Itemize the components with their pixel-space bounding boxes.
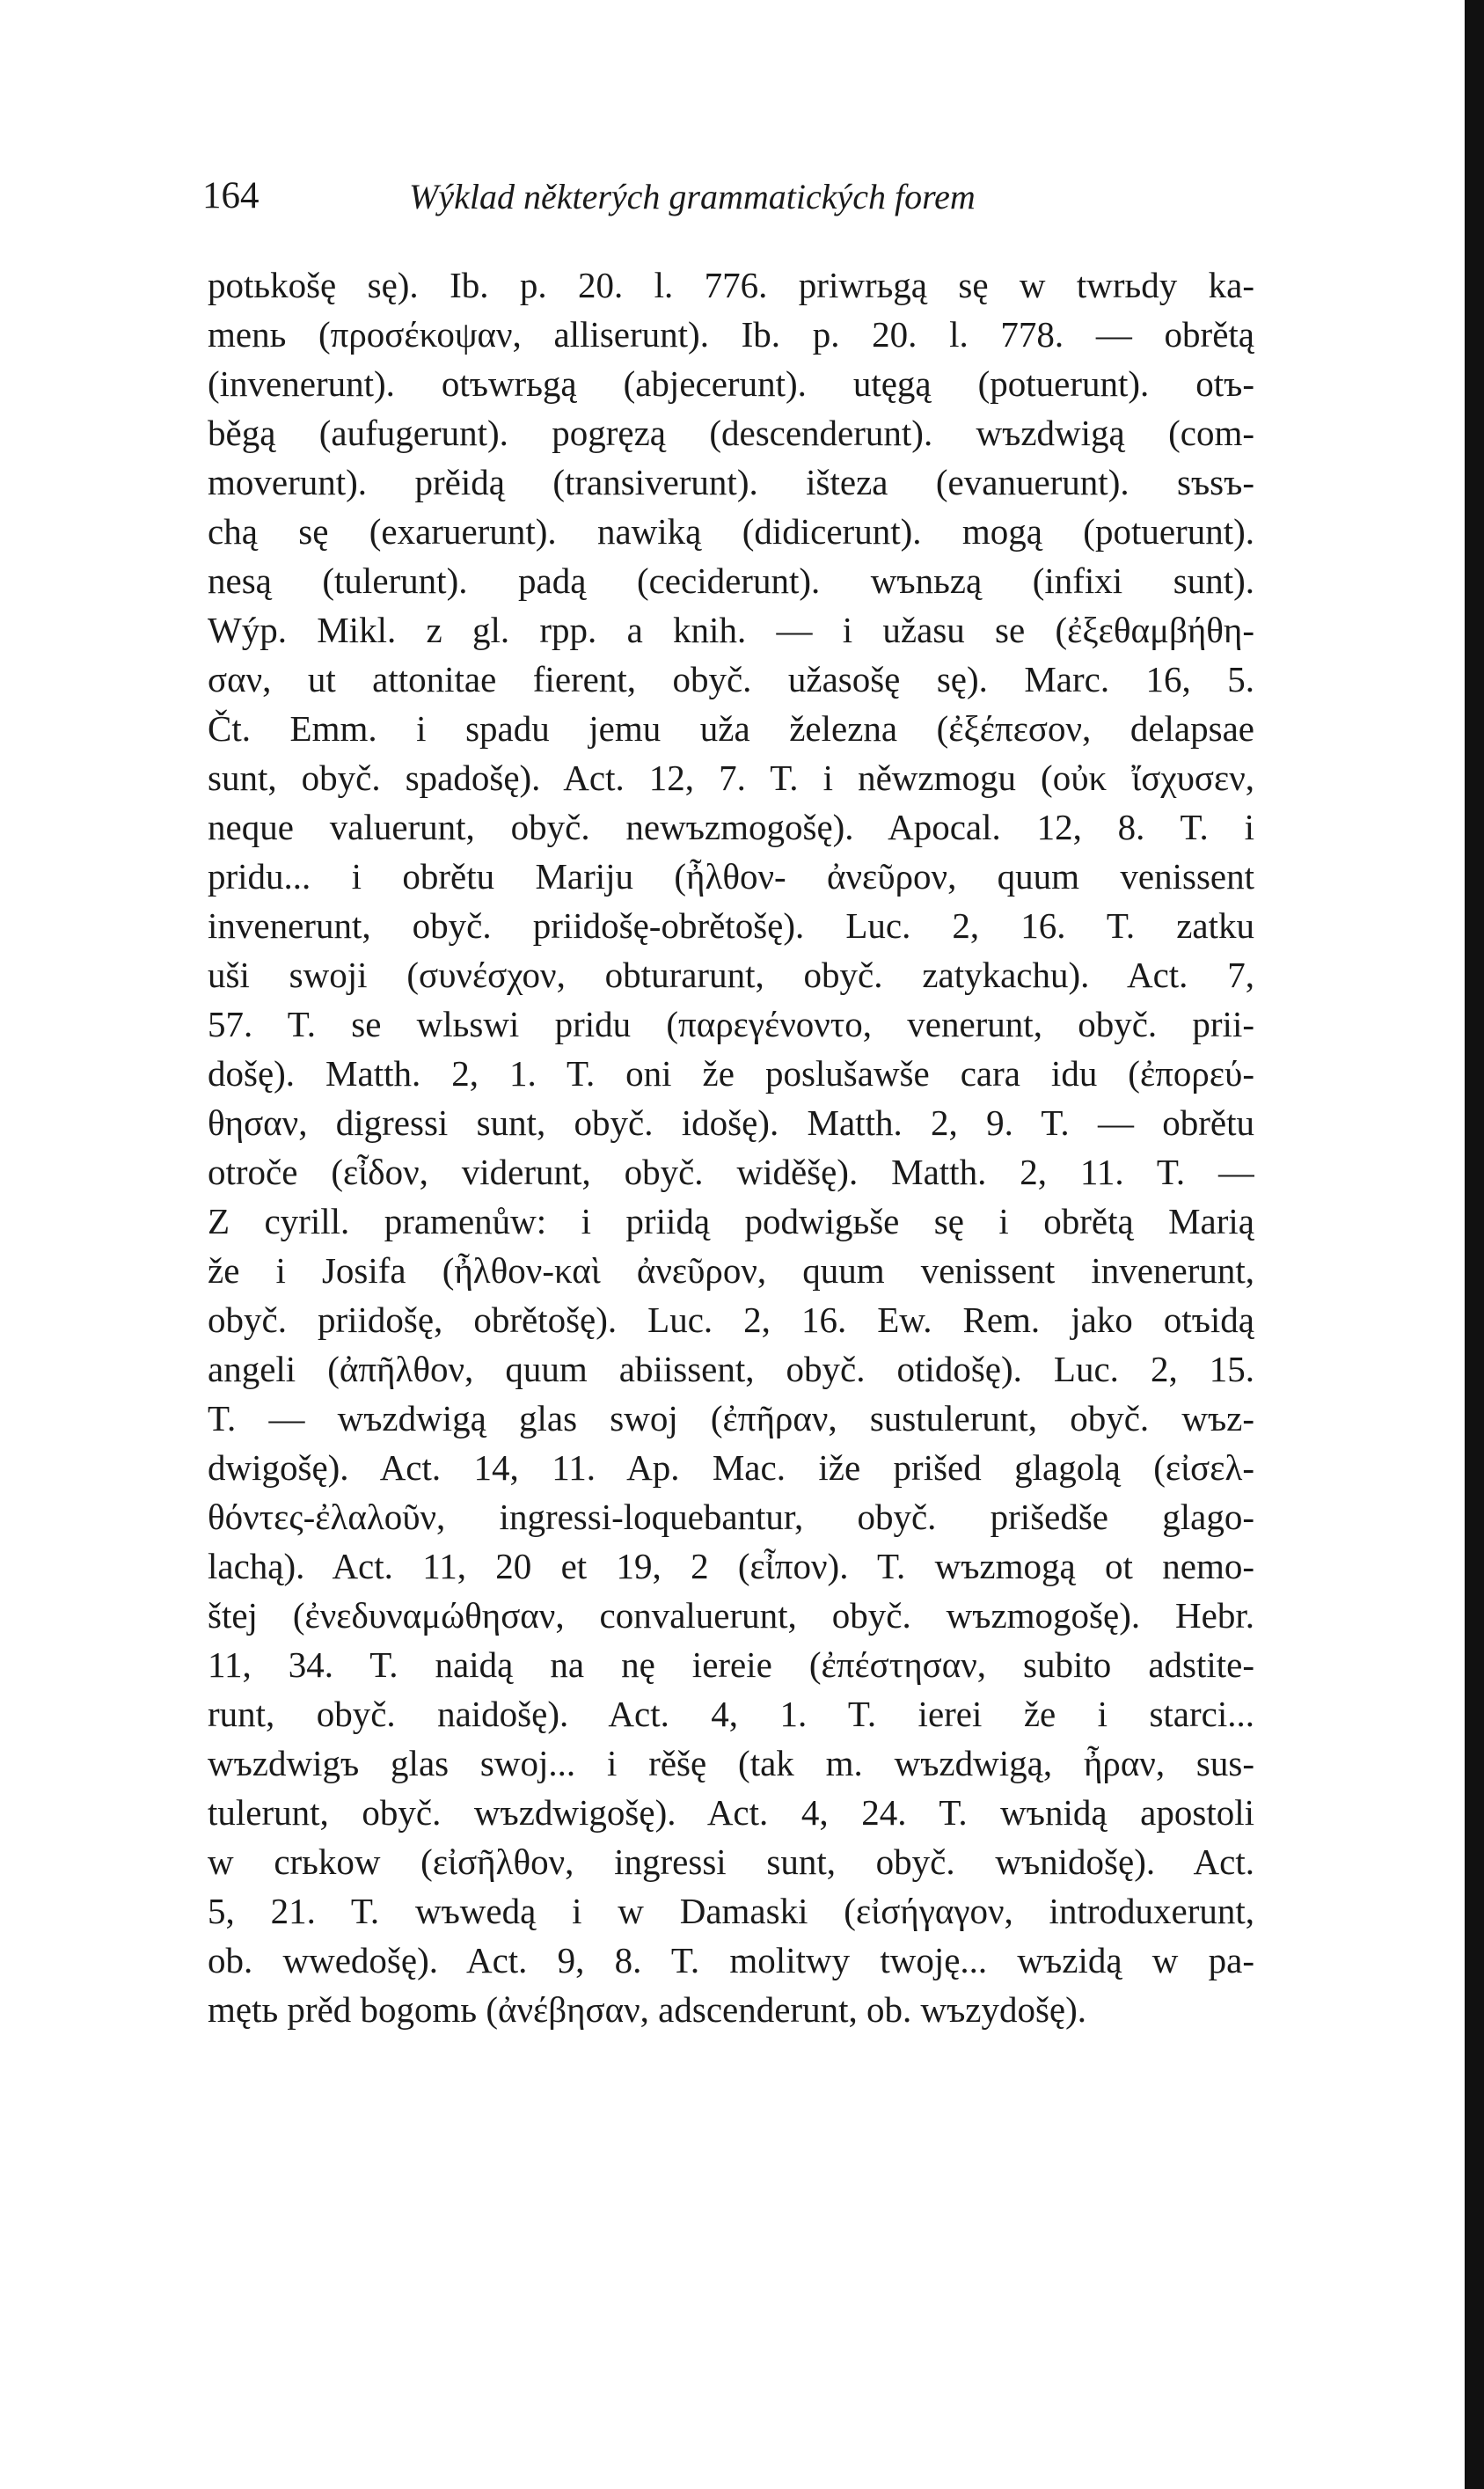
text-line: moverunt). prěidą (transiverunt). išteza (evanuerunt). sъsъ- — [208, 462, 1254, 502]
text-line: otroče (εἶδον, viderunt, obyč. widěšę). Matth. 2, 11. T. — — [208, 1152, 1254, 1192]
text-line: ob. wwedošę). Act. 9, 8. T. molitwy twoję... wъzidą w pa- — [208, 1940, 1254, 1980]
text-line: běgą (aufugerunt). pogręzą (descenderunt). wъzdwigą (com- — [208, 413, 1254, 453]
text-line: Wýp. Mikl. z gl. rpp. a knih. — i užasu se (ἐξεθαμβήθη- — [208, 610, 1254, 650]
text-line: sunt, obyč. spadošę). Act. 12, 7. T. i něwzmogu (οὐκ ἴσχυσεν, — [208, 758, 1254, 798]
running-title: Wýklad některých grammatických forem — [409, 177, 976, 216]
text-line: θόντες-ἐλαλοῦν, ingressi-loquebantur, obyč. prišedše glago- — [208, 1497, 1254, 1537]
text-line: štej (ἐνεδυναμώθησαν, convaluerunt, obyč. wъzmogošę). Hebr. — [208, 1595, 1254, 1636]
text-line: angeli (ἀπῆλθον, quum abiissent, obyč. otidošę). Luc. 2, 15. — [208, 1349, 1254, 1389]
text-line: menь (προσέκοψαν, alliserunt). Ib. p. 20. l. 778. — obrětą — [208, 314, 1254, 355]
text-line: 11, 34. T. naidą na nę iereie (ἐπέστησαν, subito adstite- — [208, 1644, 1254, 1685]
text-line: uši swoji (συνέσχον, obturarunt, obyč. zatykachu). Act. 7, — [208, 955, 1254, 995]
text-line: nesą (tulerunt). padą (ceciderunt). wъnьzą (infixi sunt). — [208, 560, 1254, 601]
page-number: 164 — [202, 175, 260, 216]
text-line: Čt. Emm. i spadu jemu uža železna (ἐξέπεσον, delapsae — [208, 708, 1254, 749]
text-line: potьkošę sę). Ib. p. 20. l. 776. priwrьgą sę w twrьdy ka- — [208, 265, 1254, 305]
text-line: neque valuerunt, obyč. newъzmogošę). Apocal. 12, 8. T. i — [208, 807, 1254, 847]
text-line: chą sę (exaruerunt). nawiką (didicerunt). mogą (potuerunt). — [208, 511, 1254, 552]
text-line: dwigošę). Act. 14, 11. Ap. Mac. iže prišed glagolą (εἰσελ- — [208, 1447, 1254, 1488]
text-line: T. — wъzdwigą glas swoj (ἐπῆραν, sustulerunt, obyč. wъz- — [208, 1398, 1254, 1438]
text-line: wъzdwigъ glas swoj... i rěšę (tak m. wъzdwigą, ἦραν, sus- — [208, 1743, 1254, 1783]
text-line: mętь prěd bogomь (ἀνέβησαν, adscenderunt, ob. wъzydošę). — [208, 1989, 1087, 2030]
text-line: Z cyrill. pramenůw: i priidą podwigьše sę i obrětą Marią — [208, 1201, 1254, 1241]
page-edge-border — [1465, 0, 1484, 2489]
text-line: 5, 21. T. wъwedą i w Damaski (εἰσήγαγον, introduxerunt, — [208, 1891, 1254, 1931]
text-line: σαν, ut attonitae fierent, obyč. užasošę sę). Marc. 16, 5. — [208, 659, 1254, 699]
text-line: obyč. priidošę, obrětošę). Luc. 2, 16. Ew. Rem. jako otъidą — [208, 1299, 1254, 1340]
text-line: lachą). Act. 11, 20 et 19, 2 (εἶπον). T. wъzmogą ot nemo- — [208, 1546, 1254, 1586]
text-line: 57. T. se wlьswi pridu (παρεγένοντο, venerunt, obyč. prii- — [208, 1004, 1254, 1044]
text-line: invenerunt, obyč. priidošę-obrětošę). Luc. 2, 16. T. zatku — [208, 905, 1254, 946]
text-line: tulerunt, obyč. wъzdwigošę). Act. 4, 24. T. wъnidą apostoli — [208, 1792, 1254, 1833]
text-line: pridu... i obrětu Mariju (ἦλθον- ἀνεῦρον, quum venissent — [208, 856, 1254, 897]
text-line: w crьkow (εἰσῆλθον, ingressi sunt, obyč. wъnidošę). Act. — [208, 1841, 1254, 1882]
text-line: runt, obyč. naidošę). Act. 4, 1. T. ierei že i starci... — [208, 1694, 1254, 1734]
text-line: (invenerunt). otъwrьgą (abjecerunt). utęgą (potuerunt). otъ- — [208, 363, 1254, 404]
text-line: že i Josifa (ἦλθον-καὶ ἀνεῦρον, quum venissent invenerunt, — [208, 1250, 1254, 1291]
text-line: došę). Matth. 2, 1. T. oni že poslušawše cara idu (ἐπορεύ- — [208, 1053, 1254, 1094]
text-line: θησαν, digressi sunt, obyč. idošę). Matth. 2, 9. T. — obrětu — [208, 1102, 1254, 1143]
page-header — [202, 174, 1258, 227]
